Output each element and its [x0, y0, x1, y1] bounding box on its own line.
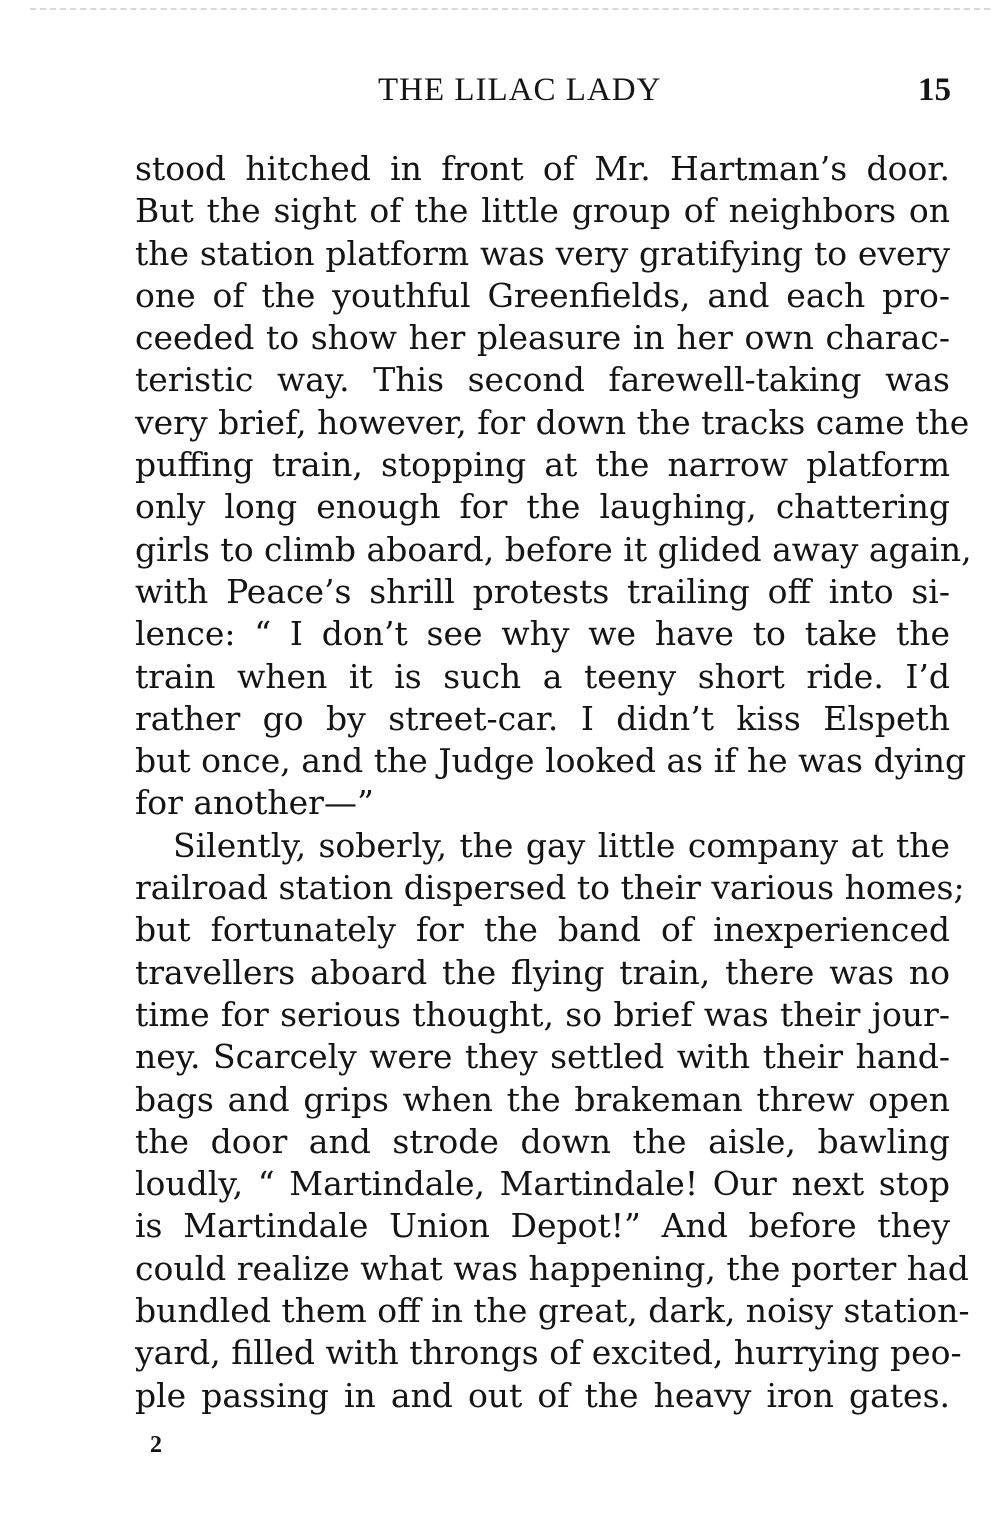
text-line: but once, and the Judge looked as if he was dying — [135, 741, 967, 781]
text-line: train when it is such a teeny short ride. I’d — [135, 656, 950, 696]
text-line: lence: “ I don’t see why we have to take the — [135, 614, 950, 654]
paragraph-start-line: Silently, soberly, the gay little company at the — [173, 825, 950, 865]
signature-mark: 2 — [150, 1432, 162, 1458]
text-line: only long enough for the laughing, chattering — [135, 487, 950, 527]
paragraph-end-line: for another—” — [135, 783, 374, 823]
text-line: rather go by street-car. I didn’t kiss Elspeth — [135, 698, 950, 738]
running-head — [0, 72, 1000, 112]
text-line: very brief, however, for down the tracks came the — [135, 402, 970, 442]
text-line: stood hitched in front of Mr. Hartman’s door. — [135, 149, 950, 188]
text-line: But the sight of the little group of neighbors on — [135, 191, 950, 231]
text-line: ney. Scarcely were they settled with their hand- — [135, 1037, 950, 1077]
text-line: the door and strode down the aisle, bawling — [135, 1121, 950, 1161]
scan-edge-artifact — [30, 8, 990, 14]
running-title: THE LILAC LADY — [378, 72, 662, 108]
text-line: loudly, “ Martindale, Martindale! Our next stop — [135, 1164, 950, 1204]
page-number: 15 — [918, 72, 951, 108]
text-line: teristic way. This second farewell-taking was — [135, 360, 950, 400]
text-line: the station platform was very gratifying to every — [135, 233, 950, 273]
text-line: railroad station dispersed to their various homes; — [135, 868, 965, 908]
text-line: one of the youthful Greenfields, and each pro- — [135, 275, 950, 315]
text-line: could realize what was happening, the porter had — [135, 1248, 969, 1288]
text-line: time for serious thought, so brief was their jour- — [135, 994, 950, 1034]
text-line: is Martindale Union Depot!” And before they — [135, 1206, 950, 1246]
text-line: puffing train, stopping at the narrow platform — [135, 445, 950, 485]
body-text — [135, 148, 972, 1417]
text-line: girls to climb aboard, before it glided away again, — [135, 529, 972, 569]
text-line: ceeded to show her pleasure in her own charac- — [135, 318, 950, 358]
text-line: with Peace’s shrill protests trailing off into si- — [135, 571, 950, 611]
text-line: yard, filled with throngs of excited, hurrying peo- — [135, 1333, 962, 1373]
text-line: bundled them off in the great, dark, noisy station- — [135, 1291, 970, 1331]
text-line: travellers aboard the flying train, there was no — [135, 952, 950, 992]
text-line: but fortunately for the band of inexperienced — [135, 910, 950, 950]
text-line: bags and grips when the brakeman threw open — [135, 1079, 950, 1119]
text-line: ple passing in and out of the heavy iron gates. — [135, 1375, 950, 1415]
